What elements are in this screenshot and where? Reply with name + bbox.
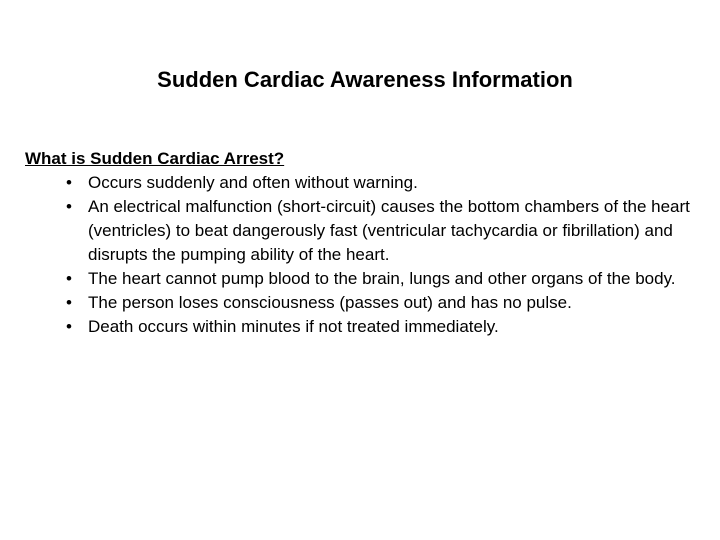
list-item xyxy=(25,315,695,339)
bullet-icon: • xyxy=(66,197,72,216)
bullet-icon: • xyxy=(66,173,72,192)
bullet-icon: • xyxy=(66,269,72,288)
list-item xyxy=(25,195,695,267)
bullet-icon: • xyxy=(66,293,72,312)
bullet-text: Death occurs within minutes if not treated immediately. xyxy=(88,317,499,336)
section-heading: What is Sudden Cardiac Arrest? xyxy=(25,149,285,168)
list-item xyxy=(25,171,695,195)
list-item xyxy=(25,291,695,315)
page-title: Sudden Cardiac Awareness Information xyxy=(157,67,573,92)
bullet-text: The person loses consciousness (passes out) and has no pulse. xyxy=(88,293,572,312)
bullet-text: The heart cannot pump blood to the brain, lungs and other organs of the body. xyxy=(88,269,676,288)
bullet-list xyxy=(25,171,695,339)
bullet-text: Occurs suddenly and often without warning. xyxy=(88,173,418,192)
content-section xyxy=(25,147,695,339)
bullet-text: An electrical malfunction (short-circuit) causes the bottom chambers of the heart (ventricles) to beat dangerously fast (ventricular tachycardia or fibrillation) and disrupts the pumping ability of the heart. xyxy=(88,197,690,264)
list-item xyxy=(25,267,695,291)
bullet-icon: • xyxy=(66,317,72,336)
